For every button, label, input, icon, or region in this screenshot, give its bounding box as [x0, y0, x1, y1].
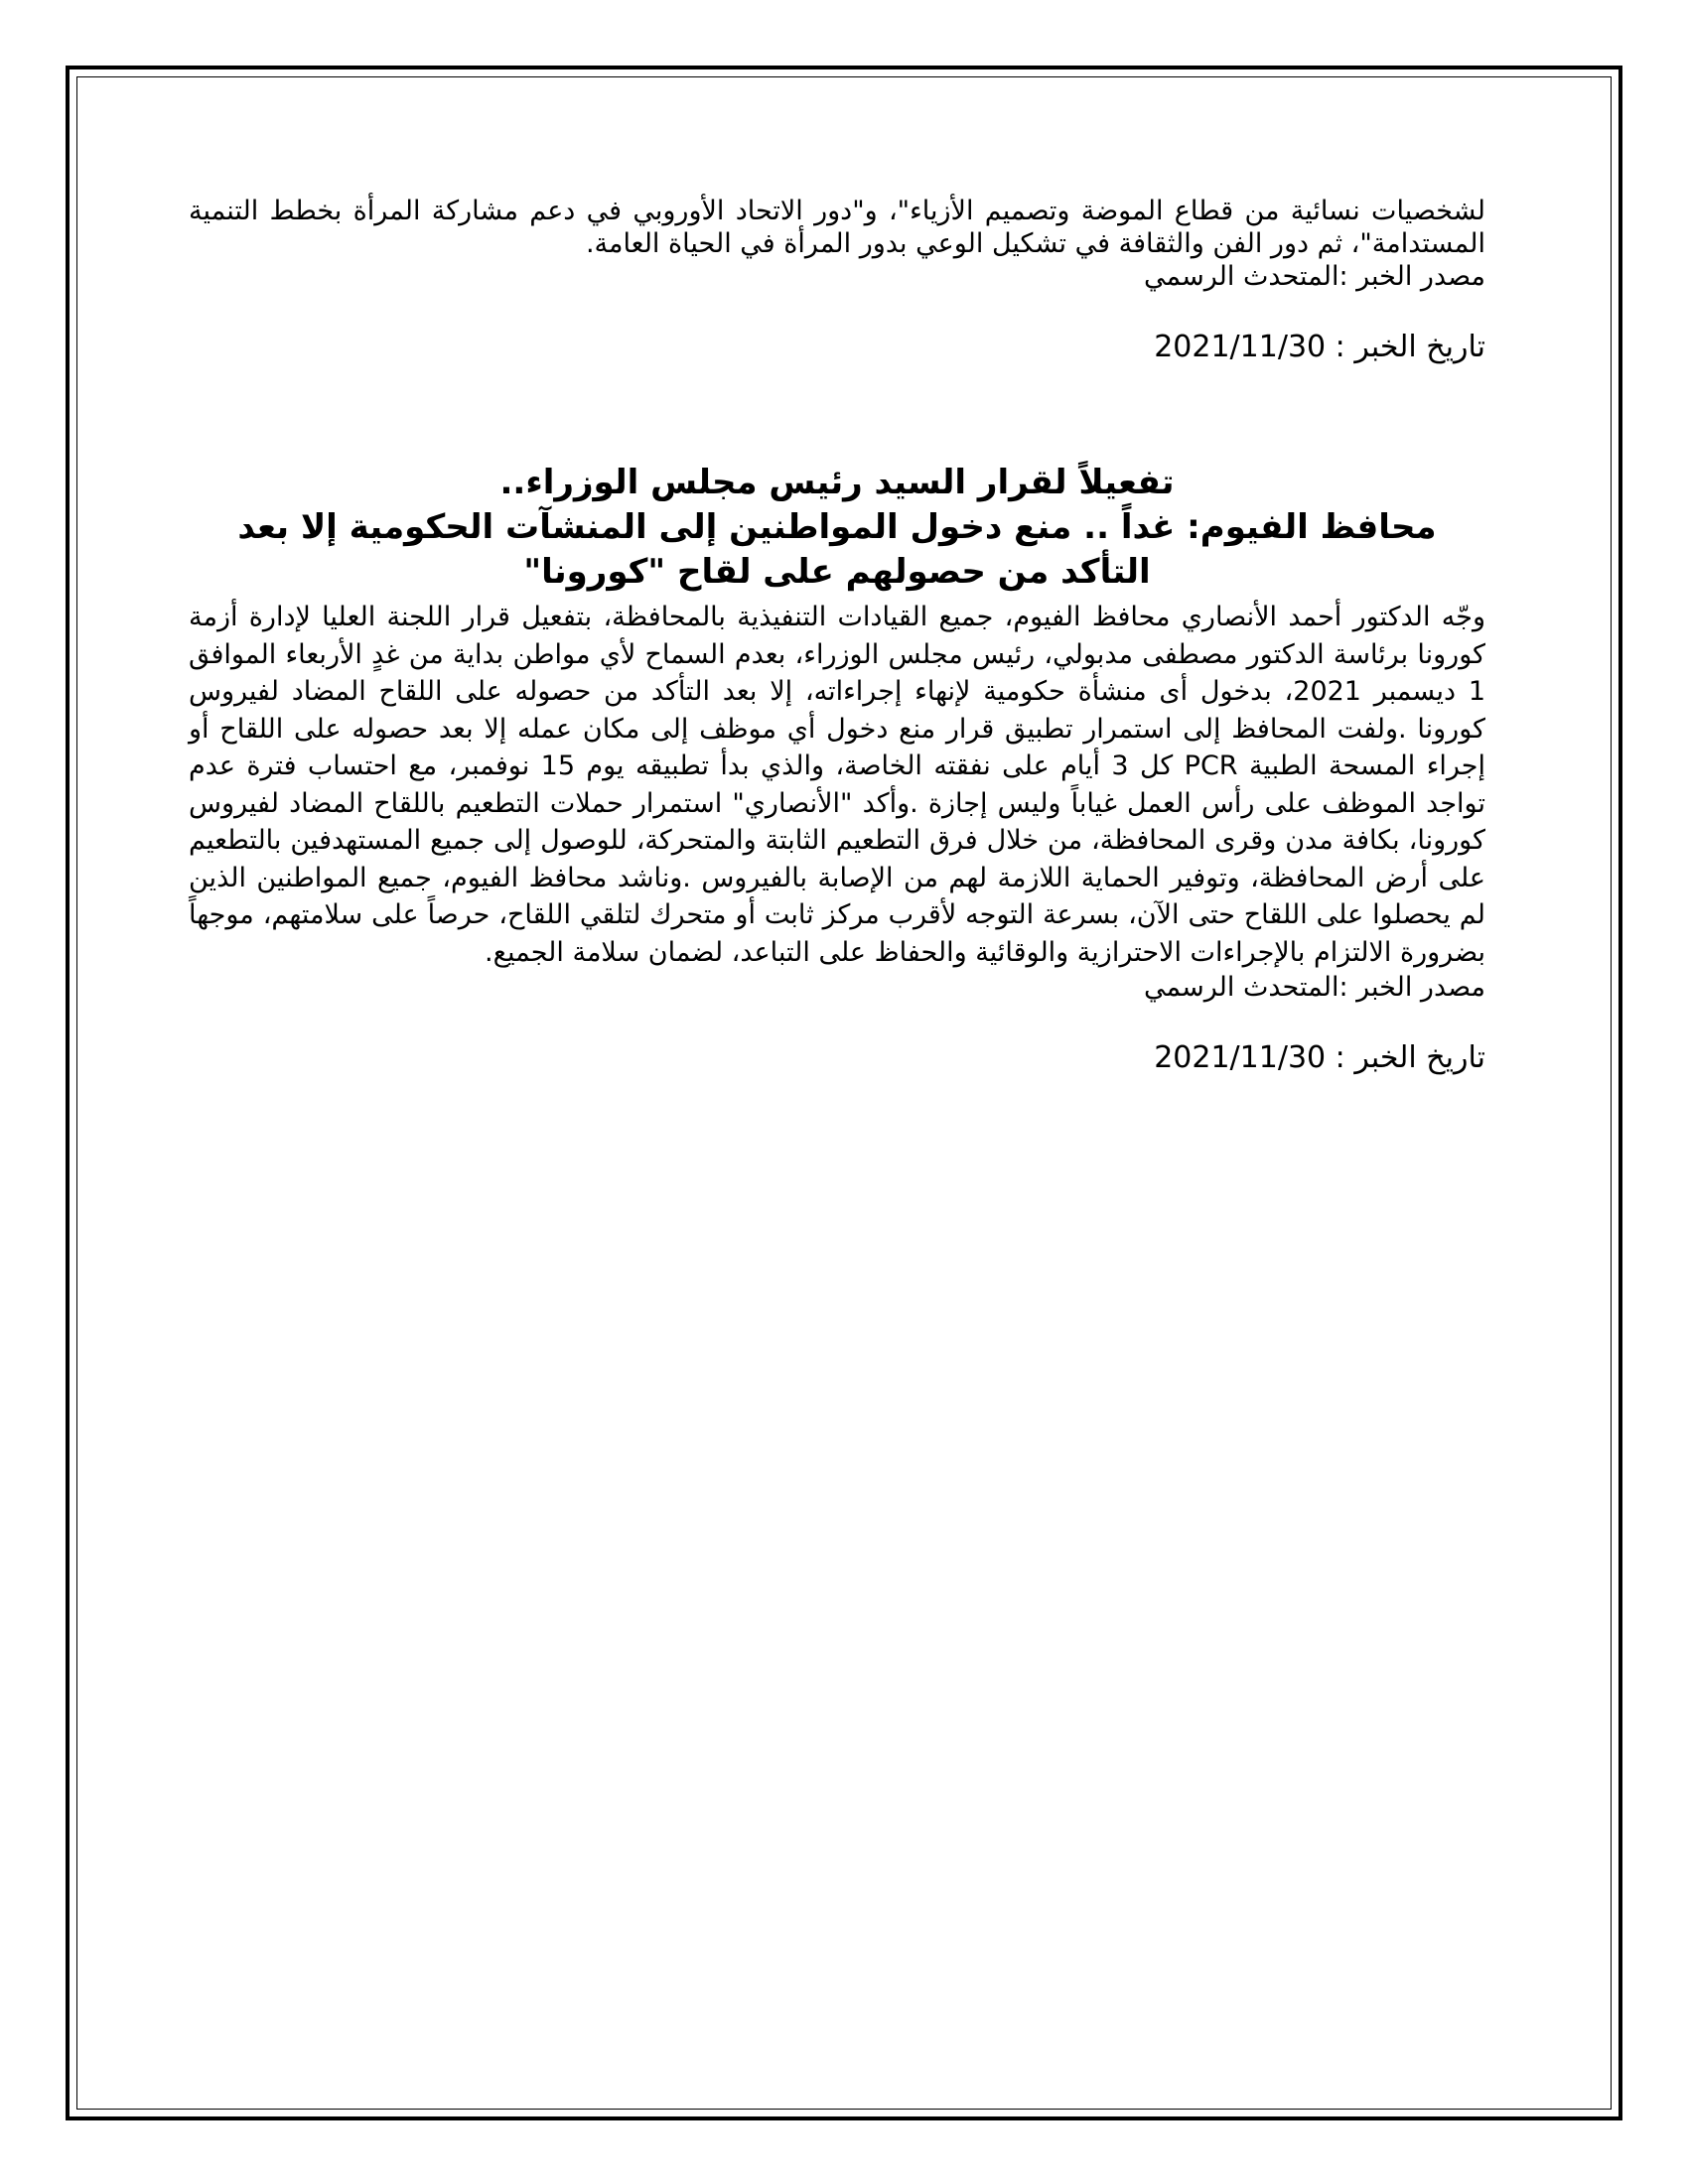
- news-article: [189, 461, 1485, 1078]
- previous-news-body: لشخصيات نسائية من قطاع الموضة وتصميم الأزياء"، و"دور الاتحاد الأوروبي في دعم مشاركة المرأة بخطط التنمية المستدامة"، ثم دور الفن والثقافة في تشكيل الوعي بدور المرأة في الحياة العامة.: [189, 196, 1485, 259]
- article-headline: [189, 461, 1485, 595]
- previous-news-date: [189, 328, 1485, 367]
- article-date: [189, 1038, 1485, 1078]
- previous-news-date-label: تاريخ الخبر :: [1335, 330, 1485, 364]
- previous-news-date-value: 2021/11/30: [1154, 330, 1327, 364]
- article-body: وجّه الدكتور أحمد الأنصاري محافظ الفيوم، جميع القيادات التنفيذية بالمحافظة، بتفعيل قرار اللجنة العليا لإدارة أزمة كورونا برئاسة الدكتور مصطفى مدبولي، رئيس مجلس الوزراء، بعدم السماح لأي مواطن بداية من غدٍ الأربعاء الموافق 1 ديسمبر 2021، بدخول أى منشأة حكومية لإنهاء إجراءاته، إلا بعد التأكد من حصوله على اللقاح المضاد لفيروس كورونا .ولفت المحافظ إلى استمرار تطبيق قرار منع دخول أي موظف إلى مكان عمله إلا بعد حصوله على اللقاح أو إجراء المسحة الطبية PCR كل 3 أيام على نفقته الخاصة، والذي بدأ تطبيقه يوم 15 نوفمبر، مع احتساب فترة عدم تواجد الموظف على رأس العمل غياباً وليس إجازة .وأكد "الأنصاري" استمرار حملات التطعيم باللقاح المضاد لفيروس كورونا، بكافة مدن وقرى المحافظة، من خلال فرق التطعيم الثابتة والمتحركة، للوصول إلى جميع المستهدفين بالتطعيم على أرض المحافظة، وتوفير الحماية اللازمة لهم من الإصابة بالفيروس .وناشد محافظ الفيوم، جميع المواطنين الذين لم يحصلوا على اللقاح حتى الآن، بسرعة التوجه لأقرب مركز ثابت أو متحرك لتلقي اللقاح، حرصاً على سلامتهم، موجهاً بضرورة الالتزام بالإجراءات الاحترازية والوقائية والحفاظ على التباعد، لضمان سلامة الجميع.: [189, 602, 1485, 968]
- article-date-label: تاريخ الخبر :: [1335, 1040, 1485, 1075]
- article-date-value: 2021/11/30: [1154, 1040, 1327, 1075]
- previous-news-source: مصدر الخبر :المتحدث الرسمي: [1144, 261, 1485, 292]
- previous-news-item: [189, 195, 1485, 367]
- document-content: [189, 195, 1485, 1078]
- article-headline-line-2: محافظ الفيوم: غداً .. منع دخول المواطنين إلى المنشآت الحكومية إلا بعد التأكد من حصولهم على لقاح "كورونا": [237, 507, 1437, 592]
- article-source: مصدر الخبر :المتحدث الرسمي: [1144, 972, 1485, 1003]
- article-headline-line-1: تفعيلاً لقرار السيد رئيس مجلس الوزراء..: [499, 463, 1175, 502]
